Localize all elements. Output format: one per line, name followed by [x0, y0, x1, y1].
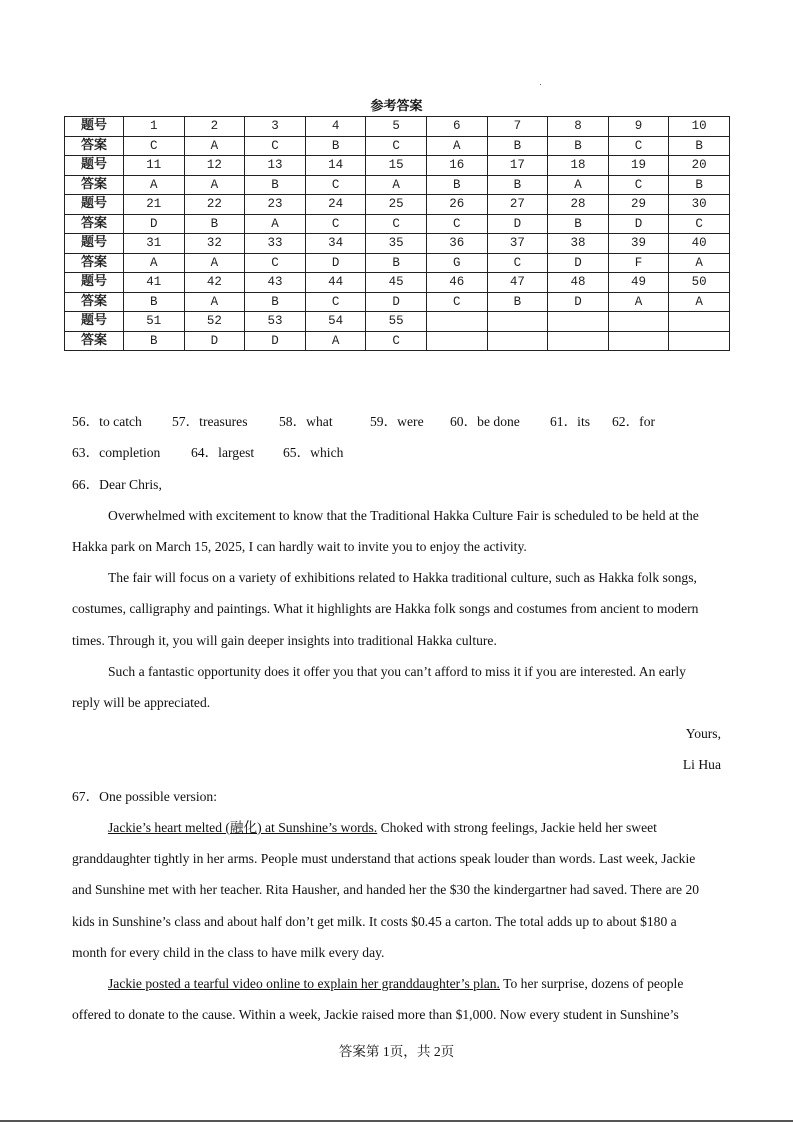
answer-cell: A: [184, 292, 245, 312]
q66-salutation: 66．Dear Chris,: [72, 477, 162, 492]
answer-cell: C: [426, 214, 487, 234]
question-number-cell: 35: [366, 234, 427, 254]
fill-answer: 62．for: [612, 414, 656, 429]
q66-signature: Li Hua: [682, 757, 721, 772]
answer-cell: B: [245, 175, 306, 195]
question-number-cell: 14: [305, 156, 366, 176]
answer-cell: B: [184, 214, 245, 234]
question-number-cell: 42: [184, 273, 245, 293]
question-number-cell: 32: [184, 234, 245, 254]
question-row: [65, 195, 730, 215]
question-number-cell: 20: [669, 156, 730, 176]
question-number-cell: 43: [245, 273, 306, 293]
answer-cell: F: [608, 253, 669, 273]
question-row-label: 题号: [65, 234, 124, 254]
fill-blank-row-2: [72, 445, 343, 461]
answer-cell: A: [669, 292, 730, 312]
q66-closing: Yours,: [685, 726, 721, 741]
answer-cell: D: [184, 331, 245, 351]
answer-cell: D: [124, 214, 185, 234]
question-number-cell: 6: [426, 117, 487, 137]
answer-row-label: 答案: [65, 136, 124, 156]
question-number-cell: 4: [305, 117, 366, 137]
q67-text: Choked with strong feelings, Jackie held her sweet: [377, 820, 657, 835]
question-number-cell: [548, 312, 609, 332]
answer-cell: A: [548, 175, 609, 195]
question-row-label: 题号: [65, 195, 124, 215]
answer-cell: A: [366, 175, 427, 195]
answer-cell: A: [245, 214, 306, 234]
answer-cell: [669, 331, 730, 351]
fill-answer: 58．what: [279, 414, 333, 429]
question-number-cell: 50: [669, 273, 730, 293]
q67-given-sentence-2: Jackie posted a tearful video online to explain her granddaughter’s plan.: [108, 976, 500, 991]
question-number-cell: 25: [366, 195, 427, 215]
answer-cell: C: [245, 136, 306, 156]
answer-cell: B: [305, 136, 366, 156]
question-number-cell: 36: [426, 234, 487, 254]
page-footer: 答案第 1页，共 2页: [338, 1044, 455, 1059]
answer-cell: B: [669, 136, 730, 156]
q67-paragraph1-first-line: [108, 820, 657, 836]
answer-cell: D: [608, 214, 669, 234]
q66-text-line: reply will be appreciated.: [72, 695, 211, 710]
answer-cell: B: [245, 292, 306, 312]
question-row-label: 题号: [65, 156, 124, 176]
question-row: [65, 234, 730, 254]
question-row: [65, 156, 730, 176]
question-number-cell: 33: [245, 234, 306, 254]
fill-answer: 65．which: [283, 445, 344, 460]
question-number-cell: 3: [245, 117, 306, 137]
answer-cell: B: [124, 331, 185, 351]
question-number-cell: 49: [608, 273, 669, 293]
answer-cell: A: [124, 253, 185, 273]
question-number-cell: 54: [305, 312, 366, 332]
answer-cell: C: [426, 292, 487, 312]
question-number-cell: 22: [184, 195, 245, 215]
q67-text-line: granddaughter tightly in her arms. People must understand that actions speak louder than words. Last week, Jackie: [72, 851, 696, 866]
question-number-cell: [426, 312, 487, 332]
question-number-cell: 46: [426, 273, 487, 293]
answer-cell: B: [487, 175, 548, 195]
question-row: [65, 312, 730, 332]
answer-cell: C: [305, 175, 366, 195]
question-number-cell: 27: [487, 195, 548, 215]
answer-row: [65, 136, 730, 156]
answer-row: [65, 292, 730, 312]
answer-cell: [548, 331, 609, 351]
question-number-cell: 12: [184, 156, 245, 176]
question-number-cell: 8: [548, 117, 609, 137]
question-number-cell: 17: [487, 156, 548, 176]
fill-answer: 63．completion: [72, 445, 161, 460]
answer-cell: C: [366, 136, 427, 156]
question-row-label: 题号: [65, 273, 124, 293]
q66-text-line: times. Through it, you will gain deeper insights into traditional Hakka culture.: [72, 633, 497, 648]
question-number-cell: 31: [124, 234, 185, 254]
question-number-cell: 28: [548, 195, 609, 215]
question-number-cell: 21: [124, 195, 185, 215]
answer-cell: C: [305, 292, 366, 312]
question-number-cell: 11: [124, 156, 185, 176]
answer-cell: [608, 331, 669, 351]
fill-answer: 61．its: [550, 414, 591, 429]
q67-heading: 67．One possible version:: [72, 789, 217, 804]
answer-cell: D: [487, 214, 548, 234]
stray-mark: [540, 84, 541, 85]
answer-row: [65, 214, 730, 234]
fill-blank-row-1: [72, 414, 655, 430]
answer-cell: D: [548, 292, 609, 312]
answer-cell: G: [426, 253, 487, 273]
question-number-cell: 51: [124, 312, 185, 332]
question-number-cell: 13: [245, 156, 306, 176]
question-number-cell: [487, 312, 548, 332]
answer-cell: B: [366, 253, 427, 273]
answer-cell: A: [184, 136, 245, 156]
question-number-cell: 45: [366, 273, 427, 293]
question-number-cell: 44: [305, 273, 366, 293]
answer-row-label: 答案: [65, 175, 124, 195]
answer-cell: C: [366, 214, 427, 234]
question-number-cell: 37: [487, 234, 548, 254]
question-number-cell: 24: [305, 195, 366, 215]
answer-cell: [487, 331, 548, 351]
q67-text-line: offered to donate to the cause. Within a week, Jackie raised more than $1,000. Now every student in Sunshine’s: [72, 1007, 679, 1022]
answer-cell: C: [124, 136, 185, 156]
question-number-cell: 19: [608, 156, 669, 176]
question-number-cell: 9: [608, 117, 669, 137]
q66-text-line: costumes, calligraphy and paintings. What it highlights are Hakka folk songs and costumes from ancient to modern: [72, 601, 699, 616]
q67-paragraph2-first-line: [108, 976, 683, 992]
question-row-label: 题号: [65, 117, 124, 137]
question-row-label: 题号: [65, 312, 124, 332]
answer-cell: D: [366, 292, 427, 312]
answer-cell: B: [669, 175, 730, 195]
question-number-cell: 26: [426, 195, 487, 215]
answer-cell: D: [305, 253, 366, 273]
q67-text: To her surprise, dozens of people: [499, 976, 684, 991]
question-number-cell: 53: [245, 312, 306, 332]
question-row: [65, 117, 730, 137]
answer-cell: B: [487, 136, 548, 156]
answer-cell: A: [124, 175, 185, 195]
question-number-cell: 29: [608, 195, 669, 215]
question-number-cell: 30: [669, 195, 730, 215]
answer-cell: C: [669, 214, 730, 234]
fill-answer: 64．largest: [191, 445, 255, 460]
answer-cell: C: [608, 175, 669, 195]
q66-text-line: Hakka park on March 15, 2025, I can hardly wait to invite you to enjoy the activity.: [72, 539, 527, 554]
answer-row-label: 答案: [65, 292, 124, 312]
answer-cell: A: [669, 253, 730, 273]
question-number-cell: [669, 312, 730, 332]
question-number-cell: 23: [245, 195, 306, 215]
q67-given-sentence-1: Jackie’s heart melted (融化) at Sunshine’s words.: [108, 820, 378, 835]
answer-cell: B: [124, 292, 185, 312]
question-number-cell: 15: [366, 156, 427, 176]
question-number-cell: 47: [487, 273, 548, 293]
q67-text-line: month for every child in the class to have milk every day.: [72, 945, 385, 960]
answer-cell: B: [426, 175, 487, 195]
answer-cell: B: [548, 136, 609, 156]
answer-cell: C: [305, 214, 366, 234]
q66-text-line: Such a fantastic opportunity does it offer you that you can’t afford to miss it if you are interested. An early: [108, 664, 686, 679]
answer-cell: A: [184, 253, 245, 273]
question-number-cell: 52: [184, 312, 245, 332]
answer-cell: C: [245, 253, 306, 273]
fill-answer: 59．were: [370, 414, 424, 429]
answer-cell: B: [487, 292, 548, 312]
q66-text-line: Overwhelmed with excitement to know that the Traditional Hakka Culture Fair is scheduled to be held at the: [108, 508, 699, 523]
question-number-cell: 38: [548, 234, 609, 254]
question-number-cell: 40: [669, 234, 730, 254]
answer-cell: C: [487, 253, 548, 273]
question-number-cell: 10: [669, 117, 730, 137]
answer-cell: [426, 331, 487, 351]
answer-cell: A: [426, 136, 487, 156]
answer-cell: A: [305, 331, 366, 351]
answer-cell: B: [548, 214, 609, 234]
question-number-cell: 18: [548, 156, 609, 176]
q67-text-line: kids in Sunshine’s class and about half don’t get milk. It costs $0.45 a carton. The total adds up to about $180 a: [72, 914, 677, 929]
question-number-cell: 48: [548, 273, 609, 293]
answer-row: [65, 331, 730, 351]
question-number-cell: 1: [124, 117, 185, 137]
page-title: 参考答案: [370, 99, 423, 114]
answer-row-label: 答案: [65, 331, 124, 351]
q67-text-line: and Sunshine met with her teacher. Rita Hausher, and handed her the $30 the kindergartner had saved. There are 20: [72, 882, 700, 897]
answer-cell: C: [366, 331, 427, 351]
answer-row-label: 答案: [65, 214, 124, 234]
question-number-cell: 5: [366, 117, 427, 137]
answer-cell: D: [548, 253, 609, 273]
fill-answer: 60．be done: [450, 414, 520, 429]
q66-text-line: The fair will focus on a variety of exhibitions related to Hakka traditional culture, such as Hakka folk songs,: [108, 570, 697, 585]
answer-row: [65, 253, 730, 273]
question-number-cell: 7: [487, 117, 548, 137]
question-number-cell: 41: [124, 273, 185, 293]
question-number-cell: 2: [184, 117, 245, 137]
answer-cell: A: [608, 292, 669, 312]
answer-cell: A: [184, 175, 245, 195]
question-number-cell: 16: [426, 156, 487, 176]
answer-row-label: 答案: [65, 253, 124, 273]
fill-answer: 57．treasures: [172, 414, 248, 429]
question-number-cell: [608, 312, 669, 332]
question-number-cell: 39: [608, 234, 669, 254]
question-row: [65, 273, 730, 293]
question-number-cell: 55: [366, 312, 427, 332]
answer-cell: C: [608, 136, 669, 156]
question-number-cell: 34: [305, 234, 366, 254]
answer-cell: D: [245, 331, 306, 351]
answer-table: [64, 116, 730, 351]
answer-row: [65, 175, 730, 195]
fill-answer: 56．to catch: [72, 414, 142, 429]
